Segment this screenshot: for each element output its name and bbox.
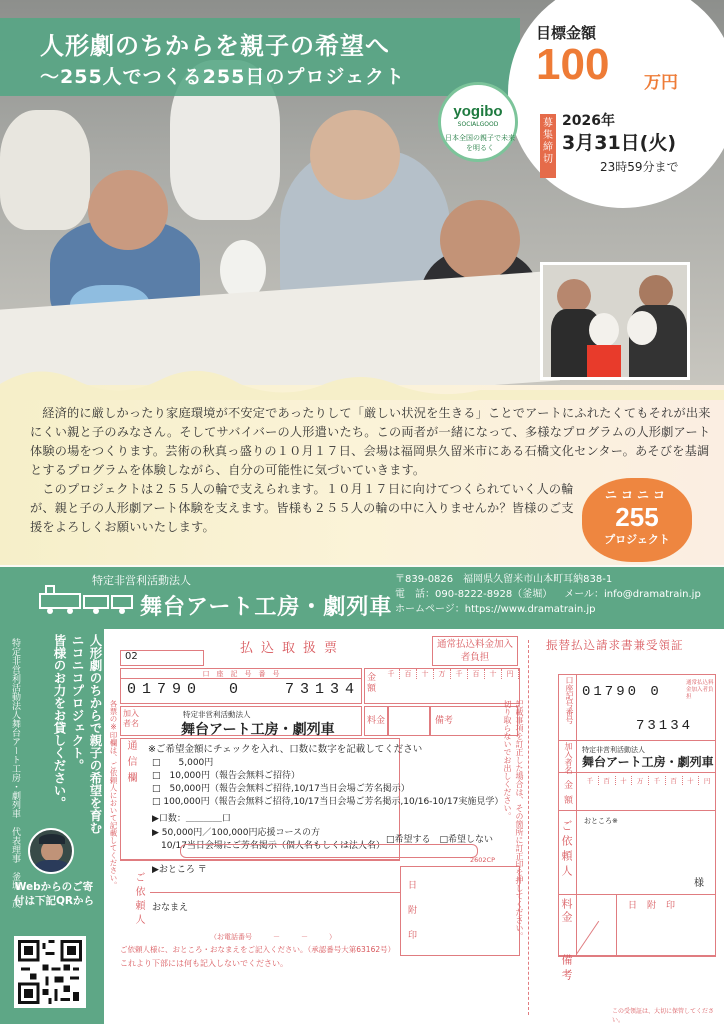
appeal-line: ニコニコプロジェクト。 — [70, 634, 85, 772]
receipt-honorific: 様 — [694, 878, 704, 889]
donation-option[interactable]: □ 100,000円（報告会無料ご招待,10/17当日会場ご芳名掲示,10/16-10/17実施見学） — [152, 797, 504, 807]
warning-line: 記載事項を訂正した場合は、その箇所に訂正印を押してください。 — [515, 700, 524, 940]
donation-option[interactable]: □ 10,000円（報告会無料ご招待） — [152, 771, 300, 781]
note-label: 備考 — [430, 706, 518, 736]
divider — [558, 772, 716, 773]
org-mail[interactable]: メール：info@dramatrain.jp — [564, 589, 701, 600]
wave-divider — [0, 360, 724, 400]
page-title: 人形劇のちからを親子の希望へ — [40, 31, 390, 60]
receipt-amount-label: 金額 — [562, 780, 572, 810]
no-write-note: これより下部には何も記入しないでください。 — [120, 959, 288, 968]
account-number-box — [120, 668, 362, 704]
goal-label: 目標金額 — [536, 24, 597, 42]
deadline-date: 3月31日(火) — [562, 132, 677, 154]
phone-field[interactable]: （お電話番号 － － ） — [210, 933, 336, 941]
photo-face — [88, 170, 168, 250]
appeal-text — [22, 634, 102, 834]
amount-col: 十 — [417, 669, 434, 679]
payee-box — [120, 706, 362, 736]
intro-paragraph: 経済的に厳しかったり家庭環境が不安定であったりして「厳しい状況を生きる」ことでアートにふれたくてもそれが出来にくい親と子のみなさん。そしてサバイバーの人形遣いたち。この両者が一緒になって、多様なプログラムの人形劇アート体験の場をつくります。芸術の秋真っ盛りの１０月１７日、会場は福岡県久留米市にある石橋文化センター。あそびを基調とするプログラムを体験しながら、自分の可能性に気づいていきます。 — [30, 406, 711, 477]
amount-col: 千 — [649, 776, 666, 785]
account-check-digit: 0 — [229, 681, 245, 698]
receipt-fee-note: 通常払込料金加入者負担 — [686, 680, 714, 700]
fee-note: 通常払込料金加入者負担 — [432, 636, 518, 666]
depositor-label: ご依頼人 — [133, 872, 144, 928]
account-number: 73134 — [285, 681, 361, 698]
goal-unit: 万円 — [644, 73, 678, 93]
receipt-title: 振替払込請求書兼受領証 — [546, 638, 684, 652]
slip-code: 02 — [120, 650, 204, 666]
receipt-account-number: 73134 — [636, 718, 694, 734]
sponsor-logo — [438, 82, 518, 162]
amount-col: 千 — [383, 669, 400, 679]
date-stamp-label: 日附印 — [406, 880, 416, 955]
divider — [616, 894, 617, 956]
receipt-address-field[interactable]: おところ※ — [584, 817, 618, 825]
amount-col: 千 — [582, 776, 599, 785]
amount-col: 十 — [616, 776, 633, 785]
sponsor-tagline: 日本全国の親子で未来を明るく — [445, 134, 515, 152]
cut-line — [528, 640, 529, 1015]
receipt-note-label: 備考 — [560, 954, 573, 984]
org-address: 〒839-0826 福岡県久留米市山本町耳納838-1 — [395, 574, 613, 585]
receipt-date-stamp-label: 日附印 — [628, 901, 686, 911]
deadline-time: 23時59分まで — [600, 160, 679, 174]
appeal-line: 皆様のお力をお貸しください。 — [52, 634, 67, 809]
correction-warning — [502, 700, 524, 1000]
divider — [558, 956, 716, 957]
photo-face — [440, 200, 520, 280]
amount-col: 万 — [632, 776, 649, 785]
org-contact — [395, 572, 701, 617]
photo-face — [310, 110, 400, 200]
divider — [120, 860, 400, 861]
amount-box — [364, 668, 520, 704]
receipt-depositor-label: ご依頼人 — [560, 820, 573, 880]
amount-col: 百 — [400, 669, 417, 679]
receipt-account-label: 口座記号番号 — [565, 676, 574, 724]
receipt-grid — [558, 674, 716, 956]
account-header: 口 座 記 号 番 号 — [121, 669, 361, 679]
donation-option[interactable]: □ 50,000円（報告会無料ご招待,10/17当日会場ご芳名掲示） — [152, 784, 410, 794]
divider — [576, 674, 577, 956]
slip-title: 払込取扱票 — [240, 641, 346, 656]
divider — [558, 894, 716, 895]
org-type: 特定非営利活動法人 — [92, 574, 191, 587]
fee-field[interactable] — [388, 706, 430, 736]
depositor-note: ご依頼人様に、おところ・おなまえをご記入ください。（承認番号大第63162号） — [120, 945, 396, 954]
badge-line: プロジェクト — [604, 533, 670, 546]
appeal-line: 人形劇のちからで親子の希望を育む — [88, 634, 103, 834]
avatar — [28, 828, 74, 874]
amount-col: 十 — [683, 776, 700, 785]
receipt-payee-type: 特定非営利活動法人 — [582, 746, 645, 754]
amount-columns — [383, 669, 519, 679]
address-field[interactable]: ▶おところ 〒 — [152, 865, 207, 875]
org-phone: 電 話：090-8222-8928（釜堀） — [395, 589, 553, 600]
divider — [558, 740, 716, 741]
fee-label: 料金 — [364, 706, 388, 736]
receipt-amount-columns — [582, 776, 716, 785]
communication-instructions: ※ご希望金額にチェックを入れ、口数に数字を記載してください — [148, 744, 423, 755]
account-prefix: 01790 — [127, 681, 203, 698]
amount-col: 百 — [468, 669, 485, 679]
qr-code[interactable] — [14, 936, 86, 1008]
receipt-payee-label: 加入者名 — [564, 742, 573, 774]
org-name: 舞台アート工房・劇列車 — [140, 594, 393, 620]
goal-amount: 100 — [536, 40, 610, 89]
display-preference[interactable]: □希望する □希望しない — [386, 835, 494, 845]
amount-col: 円 — [699, 776, 716, 785]
payee-label: 加入者名 — [123, 709, 139, 728]
amount-col: 百 — [666, 776, 683, 785]
slip-side-note: 各票の※印欄は、ご依頼人において記載してください。 — [109, 700, 118, 889]
name-field[interactable]: おなまえ — [152, 903, 189, 913]
receipt-account-prefix: 01790 0 — [582, 684, 662, 700]
badge-number: 255 — [615, 502, 659, 532]
divider — [150, 892, 400, 893]
units-field[interactable]: ▶口数：＿＿＿＿口 — [152, 814, 231, 824]
warning-line: 切り取らないでお出しください。 — [503, 700, 512, 820]
communication-title: 通信欄 — [125, 740, 136, 788]
photo-person — [0, 110, 90, 230]
intro-paragraph: このプロジェクトは２５５人の輪で支えられます。１０月１７日に向けてつくられていく人の輪が、親と子の人形劇アート体験を支えます。皆様も２５５人の輪の中に入りませんか？皆様のご支援をよろしくお願いいたします。 — [30, 482, 574, 534]
badge-line: ニコニコ — [604, 488, 669, 502]
project-badge — [582, 478, 692, 562]
amount-col: 千 — [451, 669, 468, 679]
amount-label: 金額 — [367, 673, 377, 694]
donation-option[interactable]: □ 5,000円 — [152, 758, 214, 768]
payee-name: 舞台アート工房・劇列車 — [181, 722, 335, 738]
divider — [558, 810, 716, 811]
qr-icon — [18, 940, 82, 1004]
sponsor-name: yogibo — [453, 103, 503, 120]
name-display-field[interactable] — [180, 844, 478, 858]
web-donation-note: Webからのご寄付は下記QRから — [13, 881, 94, 907]
amount-col: 十 — [485, 669, 502, 679]
representative: 特定非営利活動法人舞台アート工房・劇列車 代表理事 釜堀 茂 — [10, 638, 20, 908]
payee-type: 特定非営利活動法人 — [183, 710, 251, 719]
deadline-tag: 募集締切 — [540, 114, 556, 178]
amount-col: 百 — [599, 776, 616, 785]
form-code: 2602CP — [470, 856, 496, 864]
course-note: ▶ 50,000円／100,000円応援コースの方 10/17当日会場にご芳名掲示（個人名もしくは法人名） — [152, 828, 385, 851]
org-website[interactable]: ホームページ：https://www.dramatrain.jp — [395, 604, 596, 615]
page-subtitle: ～255人でつくる255日のプロジェクト — [40, 66, 405, 88]
amount-col: 万 — [434, 669, 451, 679]
sponsor-sub: SOCIALGOOD — [457, 121, 499, 128]
receipt-footer: この受領証は、大切に保管してください。 — [612, 1008, 715, 1024]
deadline-year: 2026年 — [562, 113, 615, 129]
receipt-fee-label: 料金 — [560, 898, 573, 924]
receipt-payee-name: 舞台アート工房・劇列車 — [582, 755, 714, 769]
amount-col: 円 — [502, 669, 519, 679]
